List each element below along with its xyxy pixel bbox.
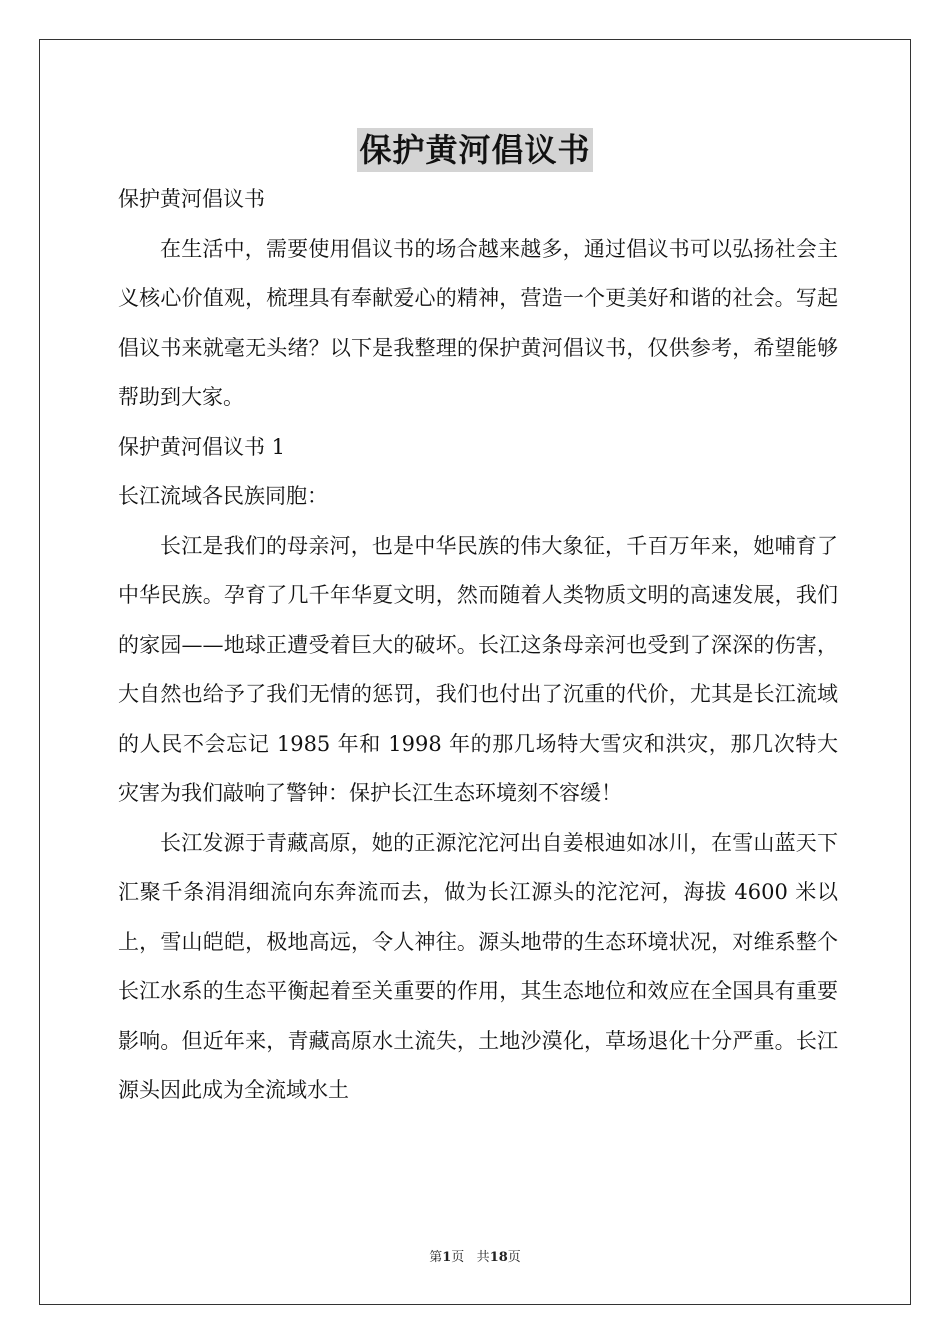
paragraph-salutation: 长江流域各民族同胞：: [118, 484, 328, 508]
paragraph-section-heading: 保护黄河倡议书 1: [118, 434, 286, 459]
document-title: 保护黄河倡议书: [357, 128, 592, 172]
document-body: [118, 175, 838, 1116]
page-footer: [0, 1250, 950, 1266]
paragraph-body-1: 长江是我们的母亲河，也是中华民族的伟大象征，千百万年来，她哺育了中华民族。孕育了几千年华夏文明，然而随着人类物质文明的高速发展，我们的家园——地球正遭受着巨大的破坏。长江这条母亲河也受到了深深的伤害，大自然也给予了我们无情的惩罚，我们也付出了沉重的代价，尤其是长江流域的人民不会忘记 1985 年和 1998 年的那几场特大雪灾和洪灾，那几次特大灾害为我们敲响了警钟：保护长江生态环境刻不容缓！: [118, 533, 838, 805]
paragraph-body-2: 长江发源于青藏高原，她的正源沱沱河出自姜根迪如冰川，在雪山蓝天下汇聚千条涓涓细流向东奔流而去，做为长江源头的沱沱河，海拔 4600 米以上，雪山皑皑，极地高远，令人神往。源头地带的生态环境状况，对维系整个长江水系的生态平衡起着至关重要的作用，其生态地位和效应在全国具有重要影响。但近年来，青藏高原水土流失，土地沙漠化，草场退化十分严重。长江源头因此成为全流域水土: [118, 830, 838, 1102]
page-suffix: 页: [451, 1250, 465, 1265]
paragraph-subtitle: 保护黄河倡议书: [118, 187, 265, 211]
total-suffix: 页: [507, 1250, 521, 1265]
title-container: [0, 128, 950, 172]
paragraph-intro: 在生活中，需要使用倡议书的场合越来越多，通过倡议书可以弘扬社会主义核心价值观，梳理具有奉献爱心的精神，营造一个更美好和谐的社会。写起倡议书来就毫无头绪？以下是我整理的保护黄河倡议书，仅供参考，希望能够帮助到大家。: [118, 236, 838, 409]
current-page-number: 1: [442, 1250, 452, 1265]
total-pages-number: 18: [489, 1250, 508, 1265]
total-prefix: 共: [476, 1250, 490, 1265]
page-prefix: 第: [429, 1250, 443, 1265]
